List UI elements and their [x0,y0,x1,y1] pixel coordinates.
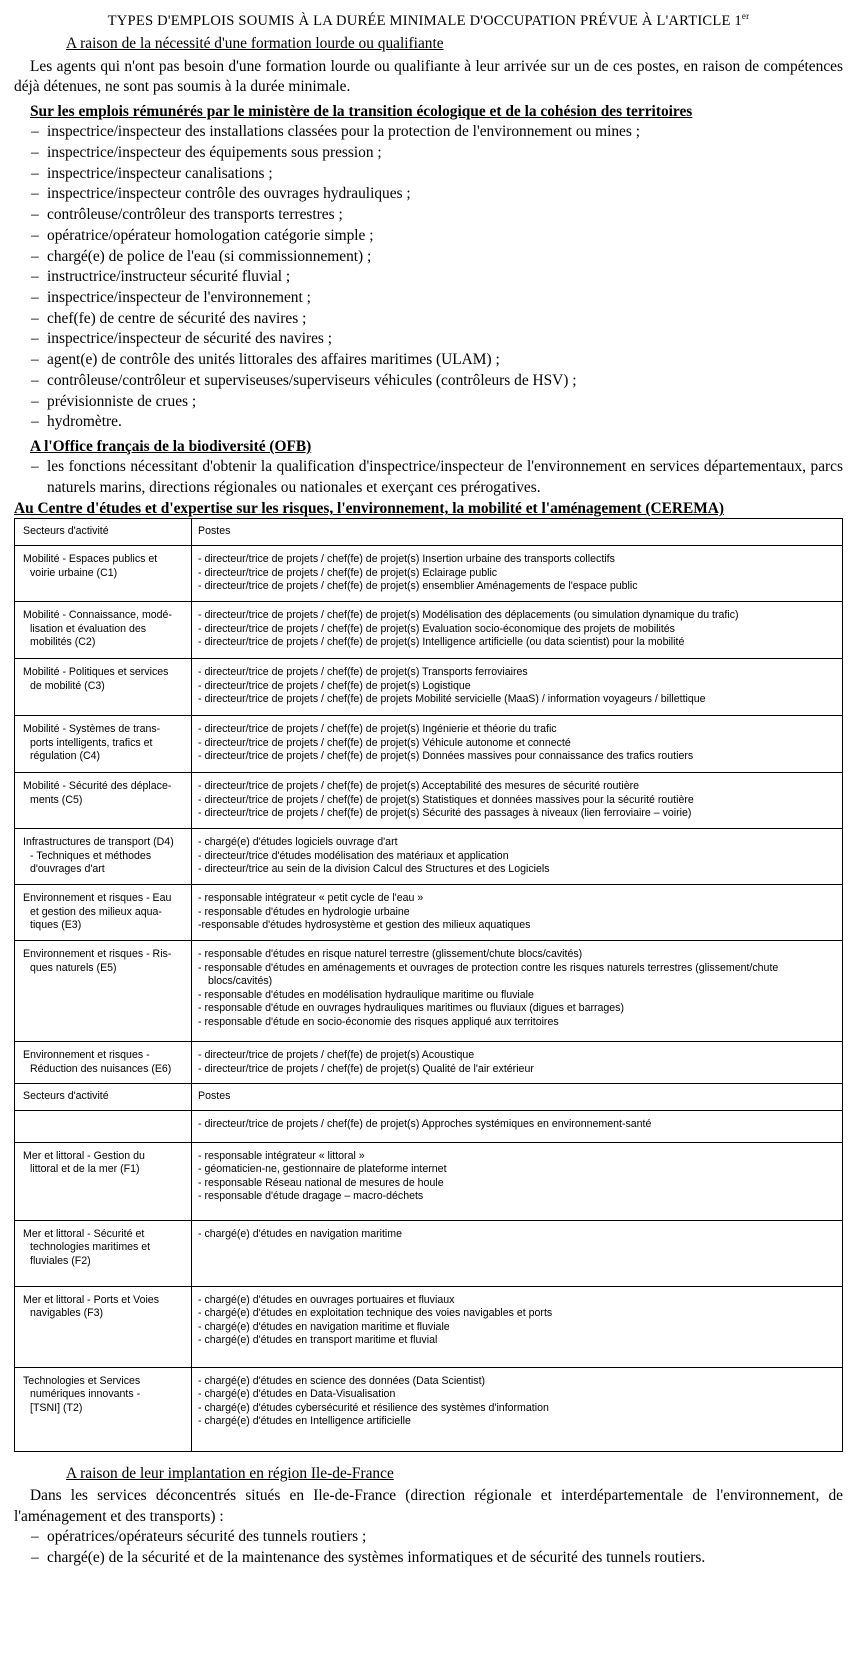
post-line: - responsable d'étude dragage – macro-déchets [198,1190,424,1203]
post-line: - chargé(e) d'études en Intelligence artificielle [198,1415,411,1428]
sector-cell [15,1286,192,1367]
sector-cell [15,1042,192,1084]
table-row [15,1042,843,1084]
list-item-text: chargé(e) de police de l'eau (si commissionnement) ; [47,247,372,265]
posts-cell [192,1110,843,1142]
sector-line: Mer et littoral - Sécurité et [23,1227,145,1240]
dash-bullet: – [31,309,39,327]
dash-bullet: – [31,185,39,203]
list-item [14,329,843,350]
sector-line: [TSNI] (T2) [30,1401,83,1414]
list-item-text: contrôleuse/contrôleur des transports terrestres ; [47,206,343,224]
posts-cell [192,1367,843,1451]
list-item [14,1548,843,1569]
sector-cell [15,716,192,773]
sector-line: Mobilité - Systèmes de trans- [23,723,161,735]
list-item [14,371,843,392]
list-item [14,1527,843,1548]
dash-bullet: – [31,288,39,306]
post-line: - directeur/trice de projets / chef(fe) de projet(s) Sécurité des passages à niveaux (lien ferroviaire – voirie) [198,807,692,820]
list-item [14,267,843,288]
table-row [15,1220,843,1286]
sector-cell [15,546,192,602]
posts-cell [192,1286,843,1367]
dash-bullet: – [31,1548,39,1566]
dash-bullet: – [31,392,39,410]
table-row [15,1286,843,1367]
table-row [15,602,843,659]
cerema-heading: Au Centre d'études et d'expertise sur les risques, l'environnement, la mobilité et l'aménagement (CEREMA) [14,500,725,518]
post-line: - responsable d'études en hydrologie urbaine [198,905,410,918]
sector-line: Mobilité - Connaissance, modé- [23,609,172,621]
dash-bullet: – [31,330,39,348]
sector-cell [15,1367,192,1451]
sector-cell [15,941,192,1042]
sector-line: tiques (E3) [30,919,82,932]
list-item [14,350,843,371]
sector-line: - Techniques et méthodes [30,849,152,862]
sector-cell [15,885,192,941]
sector-line: navigables (F3) [30,1307,104,1320]
sector-cell [15,659,192,716]
dash-bullet: – [31,144,39,162]
posts-cell [192,546,843,602]
sector-line: littoral et de la mer (F1) [30,1163,140,1176]
post-line: - chargé(e) d'études cybersécurité et résilience des systèmes d'information [198,1401,549,1414]
sector-line: numériques innovants - [30,1388,141,1401]
table-header-row [15,519,843,546]
section2-list [14,1527,843,1568]
sector-cell [15,829,192,885]
list-item [14,247,843,268]
sector-line: Mobilité - Politiques et services [23,666,169,678]
section2-heading: A raison de leur implantation en région Ile-de-France [66,1464,394,1482]
table-row [15,1367,843,1451]
table-row [15,1142,843,1220]
sector-line: et gestion des milieux aqua- [30,905,162,918]
ofb-heading: A l'Office français de la biodiversité (OFB) [30,437,312,455]
list-item-text: chargé(e) de la sécurité et de la maintenance des systèmes informatiques et de sécurité des tunnels routiers. [47,1548,706,1566]
dash-bullet: – [31,458,39,476]
list-item [14,184,843,205]
list-item-text: inspectrice/inspecteur de sécurité des navires ; [47,330,333,348]
post-line: - chargé(e) d'études en exploitation technique des voies navigables et ports [198,1307,553,1320]
sector-line: Infrastructures de transport (D4) [23,836,174,848]
list-item-text: hydromètre. [47,413,122,431]
section1-heading: A raison de la nécessité d'une formation lourde ou qualifiante [66,35,444,53]
posts-cell [192,659,843,716]
table-row [15,546,843,602]
sector-cell [15,773,192,829]
sector-line: ments (C5) [30,793,83,806]
dash-bullet: – [31,268,39,286]
sector-line: technologies maritimes et [30,1241,151,1254]
posts-cell [192,1220,843,1286]
list-item [14,288,843,309]
cerema-table [14,518,843,1451]
list-item [14,122,843,143]
dash-bullet: – [31,1528,39,1546]
sector-line: régulation (C4) [30,750,101,763]
sector-line: lisation et évaluation des [30,622,147,635]
post-line: - directeur/trice de projets / chef(fe) de projet(s) Approches systémiques en environnement-santé [198,1117,652,1130]
post-line: - chargé(e) d'études logiciels ouvrage d'art [198,836,398,848]
post-line: - chargé(e) d'études en Data-Visualisation [198,1388,396,1401]
page-title [14,6,843,31]
list-item-text: chef(fe) de centre de sécurité des navires ; [47,309,307,327]
post-line: - directeur/trice au sein de la division Calcul des Structures et des Logiciels [198,863,550,876]
col-header-sector: Secteurs d'activité [15,519,192,546]
posts-cell [192,941,843,1042]
ministere-heading: Sur les emplois rémunérés par le ministère de la transition écologique et de la cohésion des territoires [30,102,693,120]
table-row [15,885,843,941]
sector-cell [15,1110,192,1142]
sector-line: d'ouvrages d'art [30,863,105,876]
post-line: - directeur/trice de projets / chef(fe) de projet(s) Qualité de l'air extérieur [198,1062,534,1075]
posts-cell [192,1042,843,1084]
post-line: - directeur/trice de projets / chef(fe) de projet(s) Evaluation socio-économique des projets de mobilités [198,622,675,635]
post-line: - chargé(e) d'études en ouvrages portuaires et fluviaux [198,1293,455,1306]
list-item-text: opératrices/opérateurs sécurité des tunnels routiers ; [47,1528,367,1546]
post-line: - directeur/trice de projets / chef(fe) de projet(s) Intelligence artificielle (ou data scientist) pour la mobilité [198,636,685,649]
table-row [15,773,843,829]
post-line: - responsable d'études en aménagements et ouvrages de protection contre les risques naturels terrestres (glissement/chute [198,961,779,974]
page-title-text: TYPES D'EMPLOIS SOUMIS À LA DURÉE MINIMALE D'OCCUPATION PRÉVUE À L'ARTICLE 1 [107,12,742,29]
ministere-list [14,122,843,433]
sector-cell [15,602,192,659]
post-line: - directeur/trice de projets / chef(fe) de projet(s) Statistiques et données massives pour la sécurité routière [198,793,694,806]
sector-line: Environnement et risques - [23,1049,150,1061]
sector-line: Mer et littoral - Gestion du [23,1149,145,1162]
sector-line: fluviales (F2) [30,1254,91,1267]
post-line: - responsable Réseau national de mesures de houle [198,1176,444,1189]
list-item [14,205,843,226]
sector-line: Technologies et Services [23,1374,141,1387]
table-row [15,1110,843,1142]
dash-bullet: – [31,206,39,224]
post-line: - responsable d'études en modélisation hydraulique maritime ou fluviale [198,988,534,1001]
list-item-text: inspectrice/inspecteur des équipements sous pression ; [47,144,382,162]
dash-bullet: – [31,123,39,141]
section1-text: Les agents qui n'ont pas besoin d'une formation lourde ou qualifiante à leur arrivée sur un de ces postes, en raison de compétences déjà détenues, ne sont pas soumis à la durée minimale. [14,57,843,96]
sector-cell [15,1220,192,1286]
post-line: - directeur/trice de projets / chef(fe) de projet(s) Transports ferroviaires [198,666,528,678]
list-item [14,309,843,330]
dash-bullet: – [31,164,39,182]
list-item-text: les fonctions nécessitant d'obtenir la qualification d'inspectrice/inspecteur de l'environnement en services départementaux, parcs naturels marins, directions régionales ou nationales et exerçant ces prérogatives. [47,458,843,496]
post-line: - directeur/trice de projets / chef(fe) de projet(s) Véhicule autonome et connecté [198,736,571,749]
post-line: -responsable d'études hydrosystème et gestion des milieux aquatiques [198,919,531,932]
list-item-text: inspectrice/inspecteur des installations classées pour la protection de l'environnement ou mines ; [47,123,641,141]
post-line: - responsable d'étude en socio-économie des risques appliqué aux territoires [198,1015,559,1028]
post-line: - géomaticien-ne, gestionnaire de plateforme internet [198,1163,447,1176]
post-line: - directeur/trice de projets / chef(fe) de projet(s) Acoustique [198,1049,475,1061]
list-item-text: contrôleuse/contrôleur et superviseuses/superviseurs véhicules (contrôleurs de HSV) ; [47,371,577,389]
post-line: - chargé(e) d'études en transport maritime et fluvial [198,1334,438,1347]
post-line: - directeur/trice de projets / chef(fe) de projet(s) ensemblier Aménagements de l'espace public [198,580,638,593]
list-item-text: opératrice/opérateur homologation catégorie simple ; [47,226,374,244]
sector-line: Environnement et risques - Eau [23,892,172,904]
table-row [15,941,843,1042]
table-row [15,716,843,773]
posts-cell [192,716,843,773]
list-item [14,164,843,185]
post-line: - chargé(e) d'études en navigation maritime [198,1227,402,1240]
col-header-posts: Postes [192,519,843,546]
table-row [15,659,843,716]
posts-cell [192,773,843,829]
list-item-text: agent(e) de contrôle des unités littorales des affaires maritimes (ULAM) ; [47,351,500,369]
post-line: - responsable d'études en risque naturel terrestre (glissement/chute blocs/cavités) [198,948,583,960]
sector-line: voirie urbaine (C1) [30,566,118,579]
list-item [14,226,843,247]
dash-bullet: – [31,413,39,431]
col-header-posts: Postes [192,1084,843,1111]
posts-cell [192,885,843,941]
post-line: - directeur/trice d'études modélisation des matériaux et application [198,849,509,862]
col-header-sector: Secteurs d'activité [15,1084,192,1111]
post-line: - chargé(e) d'études en navigation maritime et fluviale [198,1320,450,1333]
posts-cell [192,829,843,885]
list-item [14,412,843,433]
table-row [15,829,843,885]
list-item-text: inspectrice/inspecteur de l'environnement ; [47,288,311,306]
post-line: - responsable intégrateur « littoral » [198,1149,365,1162]
section2-text: Dans les services déconcentrés situés en Ile-de-France (direction régionale et interdépartementale de l'environnement, de l'aménagement et des transports) : [14,1487,843,1525]
table-header-row [15,1084,843,1111]
post-line: - chargé(e) d'études en science des données (Data Scientist) [198,1374,486,1387]
post-line: - directeur/trice de projets / chef(fe) de projet(s) Acceptabilité des mesures de sécurité routière [198,780,640,792]
posts-cell [192,602,843,659]
posts-cell [192,1142,843,1220]
dash-bullet: – [31,351,39,369]
sector-line: Mobilité - Espaces publics et [23,553,158,565]
list-item-text: instructrice/instructeur sécurité fluvial ; [47,268,291,286]
page-title-sup: er [741,11,750,21]
list-item-text: inspectrice/inspecteur canalisations ; [47,164,273,182]
post-line: - directeur/trice de projets / chef(fe) de projets Mobilité servicielle (MaaS) / information voyageurs / billettique [198,693,706,706]
post-line: - directeur/trice de projets / chef(fe) de projet(s) Modélisation des déplacements (ou simulation dynamique du trafic) [198,609,739,621]
list-item [14,392,843,413]
post-line: blocs/cavités) [208,975,273,988]
sector-line: Mer et littoral - Ports et Voies [23,1293,160,1306]
sector-line: mobilités (C2) [30,636,96,649]
post-line: - directeur/trice de projets / chef(fe) de projet(s) Logistique [198,679,471,692]
list-item-text: prévisionniste de crues ; [47,392,197,410]
list-item-text: inspectrice/inspecteur contrôle des ouvrages hydrauliques ; [47,185,411,203]
sector-line: ports intelligents, trafics et [30,736,153,749]
list-item [14,143,843,164]
post-line: - directeur/trice de projets / chef(fe) de projet(s) Données massives pour connaissance des trafics routiers [198,750,694,763]
post-line: - responsable d'étude en ouvrages hydrauliques maritimes ou fluviaux (digues et barrages) [198,1002,625,1015]
post-line: - directeur/trice de projets / chef(fe) de projet(s) Insertion urbaine des transports collectifs [198,553,615,565]
post-line: - directeur/trice de projets / chef(fe) de projet(s) Ingénierie et théorie du trafic [198,723,557,735]
list-item [14,457,843,498]
sector-line: ques naturels (E5) [30,961,117,974]
sector-line: Réduction des nuisances (E6) [30,1062,172,1075]
sector-line: Mobilité - Sécurité des déplace- [23,780,172,792]
sector-line: Environnement et risques - Ris- [23,948,172,960]
dash-bullet: – [31,226,39,244]
sector-line: de mobilité (C3) [30,679,105,692]
post-line: - responsable intégrateur « petit cycle de l'eau » [198,892,424,904]
ofb-list [14,457,843,498]
dash-bullet: – [31,247,39,265]
dash-bullet: – [31,371,39,389]
post-line: - directeur/trice de projets / chef(fe) de projet(s) Eclairage public [198,566,498,579]
sector-cell [15,1142,192,1220]
